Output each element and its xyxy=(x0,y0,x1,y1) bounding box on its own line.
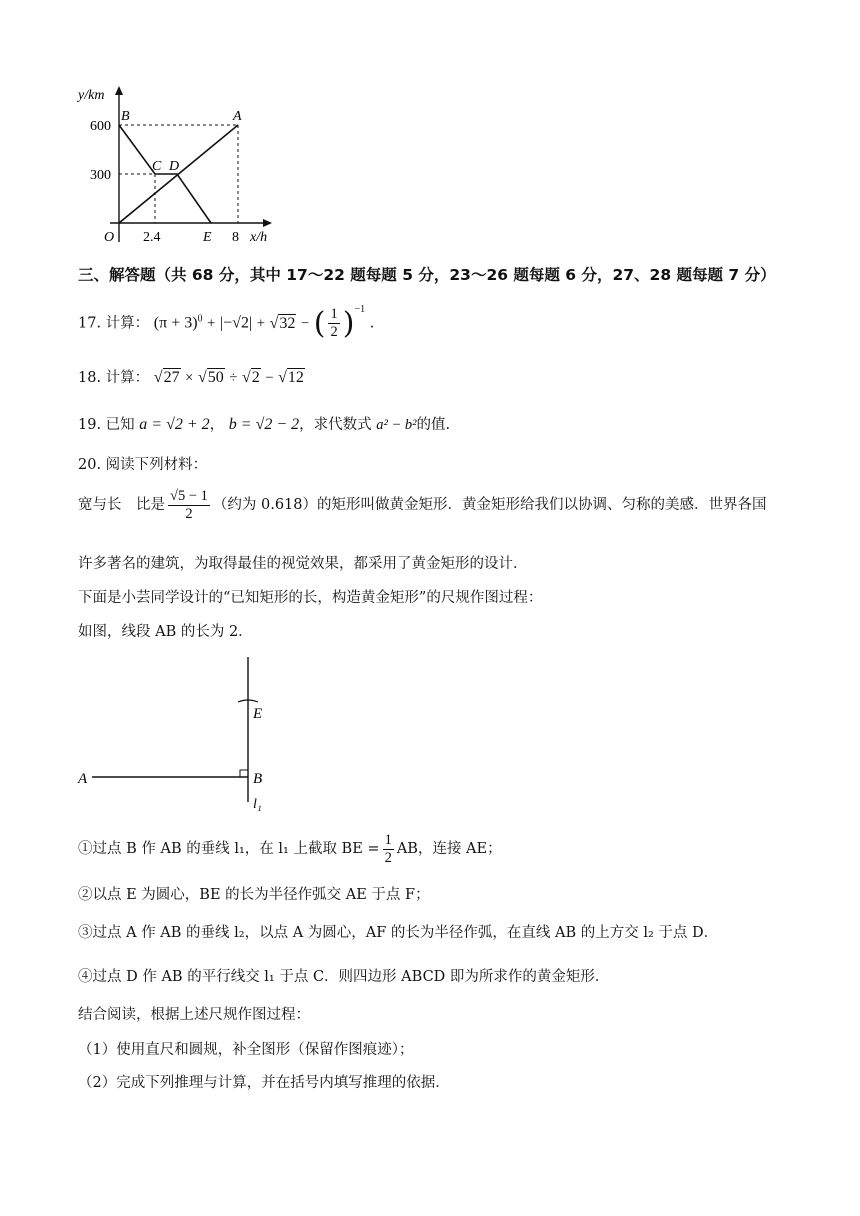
q19-tail: 的值. xyxy=(416,417,451,433)
q17-sqrt32: 32 xyxy=(279,314,296,332)
q20-intro-text: 阅读下列材料： xyxy=(105,457,208,473)
label-A: A xyxy=(78,771,88,787)
x-tick-8: 8 xyxy=(232,230,239,245)
q18-r4: 12 xyxy=(287,369,304,386)
q17-plus-1: + xyxy=(207,315,216,332)
label-E: E xyxy=(253,706,263,722)
q19-post: ，求代数式 xyxy=(299,417,372,433)
q20-step-2: ②以点 E 为圆心，BE 的长为半径作弧交 AE 于点 F； xyxy=(78,887,430,903)
q20-golden-ratio: $\frac{√5 - 1}{2}$ xyxy=(170,488,208,522)
q20-step1-post: AB，连接 AE； xyxy=(396,841,502,858)
question-19 xyxy=(78,413,450,434)
q18-r3: 2 xyxy=(251,369,260,386)
q17-abs-inner: −√2 xyxy=(223,314,249,332)
q20-p1-post: （约为 0.618）的矩形叫做黄金矩形．黄金矩形给我们以协调、匀称的美感．世界各国 xyxy=(212,497,767,514)
q20-number: 20. xyxy=(78,457,102,473)
q20-sub-1: （1）使用直尺和圆规，补全图形（保留作图痕迹）； xyxy=(78,1042,414,1058)
y-tick-300: 300 xyxy=(90,168,111,183)
q20-step1-pre: ①过点 B 作 AB 的垂线 l₁，在 l₁ 上截取 BE = xyxy=(78,841,380,858)
q19-comma: ， xyxy=(209,417,225,433)
q18-div: ÷ xyxy=(229,370,238,386)
point-B: B xyxy=(121,109,130,124)
q17-half: $\frac{1}{2}$ xyxy=(330,306,338,340)
question-20-intro xyxy=(78,453,207,474)
q18-label: 计算： xyxy=(105,370,150,386)
point-C: C xyxy=(152,159,162,174)
q18-minus: − xyxy=(265,370,274,386)
q20-paragraph-4: 如图，线段 AB 的长为 2． xyxy=(78,624,253,640)
origin-label: O xyxy=(104,230,115,245)
point-A: A xyxy=(233,109,242,124)
y-axis-arrow xyxy=(115,86,123,95)
question-18: 18. 计算： √27 × √50 ÷ √2 − √12 xyxy=(78,369,304,386)
q20-paragraph-1 xyxy=(78,488,798,522)
q17-exp0: 0 xyxy=(197,313,203,325)
label-B: B xyxy=(253,771,263,787)
q17-pi-part: (π + 3) xyxy=(153,314,198,332)
q18-number: 18. xyxy=(78,370,102,386)
point-D: D xyxy=(169,159,180,174)
question-17: 17. 计算： $(\pi + 3)^0 + |-√2| + √32$ − ( $\frac{1}{2}$ )$^{-1}$ . xyxy=(78,303,375,341)
q20-p1-pre: 宽与长 比是 xyxy=(78,497,165,514)
q17-minus: − xyxy=(300,315,310,332)
q17-abs: |−√2| xyxy=(219,314,253,332)
x-tick-2-4: 2.4 xyxy=(143,230,161,245)
q20-sub-2: （2）完成下列推理与计算，并在括号内填写推理的依据． xyxy=(78,1075,450,1091)
y-tick-600: 600 xyxy=(90,119,111,134)
q19-expr: a² − b² xyxy=(376,417,417,433)
q20-paragraph-3: 下面是小芸同学设计的“已知矩形的长，构造黄金矩形”的尺规作图过程： xyxy=(78,590,543,606)
q20-paragraph-2: 许多著名的建筑，为取得最佳的视觉效果，都采用了黄金矩形的设计． xyxy=(78,556,528,572)
right-angle-mark xyxy=(240,770,248,777)
q18-r1: 27 xyxy=(163,369,180,386)
q19-b-expr: b = √2 − 2 xyxy=(228,416,300,433)
q20-step-3: ③过点 A 作 AB 的垂线 l₂，以点 A 为圆心，AF 的长为半径作弧，在直线 AB 的上方交 l₂ 于点 D． xyxy=(78,925,719,941)
q19-number: 19. xyxy=(78,417,102,433)
q18-times: × xyxy=(185,370,194,386)
q20-step-1 xyxy=(78,832,502,866)
q17-label: 计算： xyxy=(105,315,150,332)
distance-time-graph xyxy=(70,82,280,252)
q18-r2: 50 xyxy=(207,369,224,386)
x-axis-label: x/h xyxy=(250,230,268,245)
q20-step1-half: $\frac{1}{2}$ xyxy=(384,832,392,866)
q20-step-4: ④过点 D 作 AB 的平行线交 l₁ 于点 C．则四边形 ABCD 即为所求作的黄金矩形． xyxy=(78,969,610,985)
label-l1: l₁ xyxy=(253,797,262,812)
section-title: 三、解答题（共 68 分，其中 17～22 题每题 5 分，23～26 题每题 6 分，27、28 题每题 7 分） xyxy=(78,266,776,284)
q17-exp-neg1: −1 xyxy=(354,303,366,315)
q19-pre: 已知 xyxy=(105,417,135,433)
q17-end: . xyxy=(369,315,375,332)
point-E: E xyxy=(203,230,212,245)
construction-figure xyxy=(70,652,290,817)
y-axis-label: y/km xyxy=(78,88,105,103)
line-OA xyxy=(119,125,238,223)
q17-number: 17. xyxy=(78,315,102,332)
x-axis-arrow xyxy=(263,219,272,227)
q17-plus-2: + xyxy=(256,315,265,332)
q20-combine: 结合阅读，根据上述尺规作图过程： xyxy=(78,1007,310,1023)
q19-a-expr: a = √2 + 2 xyxy=(139,416,210,433)
